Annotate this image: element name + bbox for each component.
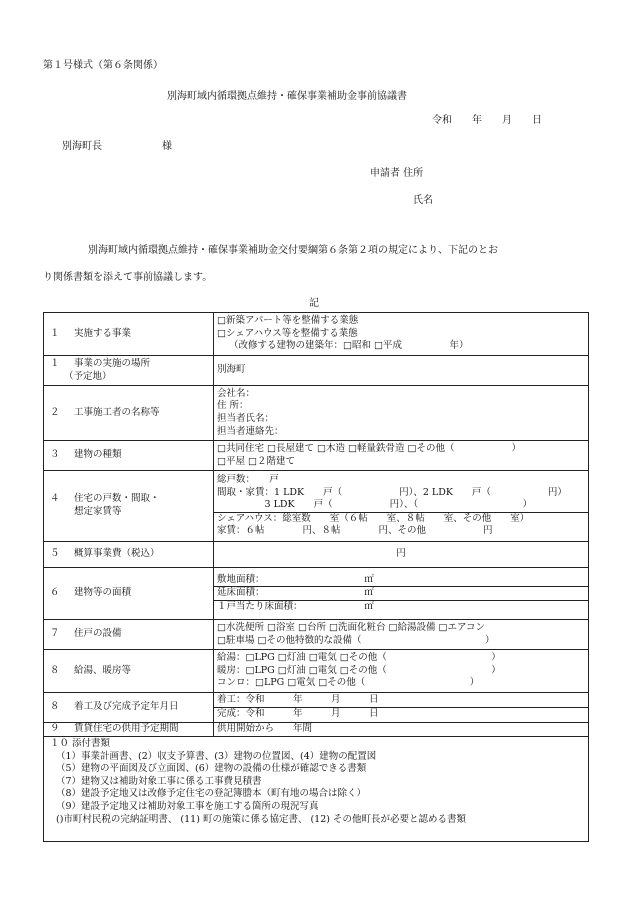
attachment-item: （1）事業計画書、(2）収支予算書、(3）建物の位置図、(4）建物の配置図 [56, 750, 377, 762]
company-name-label: 会社名： [217, 387, 256, 399]
business-option-share: □シェアハウス等を整備する業態 [217, 327, 358, 339]
addressee: 別海町長 様 [62, 141, 172, 152]
row-units [44, 471, 589, 542]
building-floor-options: □平屋 □２階建て [217, 455, 295, 467]
row-building-type [44, 441, 589, 471]
attachment-item: ()市町村民税の完納証明書、 (11) 町の施策に係る協定書、 (12) その他町長が必要と認める書類 [56, 813, 466, 825]
attachment-item: （8）建設予定地又は改修予定住宅の登記簿謄本（町有地の場合は除く） [56, 788, 367, 800]
row-period [44, 723, 589, 737]
hot-water-options: 給湯：□LPG □灯油 □電気 □その他（ ） [217, 652, 501, 664]
row-number: ９ [50, 723, 60, 735]
row-equipment [44, 620, 589, 650]
row-number: ６ [50, 587, 60, 599]
row-label: 着工及び完成予定年月日 [74, 701, 179, 713]
location-value: 別海町 [217, 364, 246, 376]
total-units-line: 総戸数： 戸 [217, 474, 279, 486]
row-label: 工事施工者の名称等 [74, 406, 160, 418]
row-number: １ [50, 327, 60, 339]
row-label-sub: 想定家賃等 [74, 506, 122, 517]
applicant-address-label: 申請者 住所 [370, 168, 424, 179]
floor-area-line: 延床面積： ㎡ [217, 587, 374, 599]
equipment-options-1: □水洗便所 □浴室 □台所 □洗面化粧台 □給湯設備 □エアコン [217, 621, 485, 633]
renovation-year-line: （改修する建物の建築年：□昭和 □平成 年） [229, 340, 469, 352]
row-cost [44, 542, 589, 568]
row-label: 概算事業費（税込） [74, 548, 160, 560]
completion-date-line: 完成：令和 年 月 日 [217, 708, 379, 719]
attachment-item: （9）建設予定地又は補助対象工事を施工する箇所の現況写真 [56, 800, 319, 812]
row-number: ７ [50, 628, 60, 640]
per-unit-area-line: １戸当たり床面積： ㎡ [217, 600, 374, 612]
attachment-item: （5）建物の平面図及び立面図、(6）建物の設備の仕様が確認できる書類 [56, 763, 367, 775]
company-address-label: 住 所： [217, 400, 249, 412]
intro-line-2: り関係書類を添えて事前協議します。 [43, 272, 213, 283]
business-option-new: □新築アパート等を整備する業態 [217, 315, 359, 327]
building-type-options: □共同住宅 □長屋建て □木造 □軽量鉄骨造 □その他（ ） [217, 442, 521, 454]
equipment-options-2: □駐車場 □その他特徴的な設備（ ） [217, 634, 495, 646]
start-date-line: 着工：令和 年 月 日 [217, 694, 379, 706]
form-number: 第１号様式（第６条関係） [43, 60, 163, 71]
row-number: ５ [50, 548, 60, 560]
date-line: 令和 年 月 日 [432, 115, 542, 126]
document-title: 別海町域内循環拠点維持・確保事業補助金事前協議書 [167, 91, 407, 102]
row-label: 住宅の戸数・間取・ [74, 493, 160, 505]
row-label: 賃貸住宅の供用予定期間 [74, 723, 179, 735]
cost-unit: 円 [396, 548, 406, 560]
row-label-sub: （予定地） [64, 370, 112, 382]
ki-heading: 記 [309, 298, 319, 309]
stove-options: コンロ：□LPG □電気 □その他（ ） [217, 677, 480, 689]
row-number: １ [50, 357, 60, 369]
row-number: ８ [50, 664, 60, 676]
row-number: ４ [50, 493, 60, 505]
heating-options: 暖房：□LPG □灯油 □電気 □その他（ ） [217, 664, 501, 676]
sharehouse-rent-line: 家賃：６帖 円、８帖 円、その他 円 [217, 525, 493, 537]
row-schedule [44, 693, 589, 723]
row-area [44, 568, 589, 620]
row-number: ３ [50, 449, 60, 461]
attachments-title: １０ 添付書類 [50, 738, 111, 749]
sharehouse-rooms-line: シェアハウス：総室数 室（６帖 室、８帖 室、その他 室） [217, 512, 530, 524]
row-heating [44, 650, 589, 693]
row-business [44, 313, 589, 356]
layout-rent-line-2: 3 LDK 戸（ 円）、（ ） [217, 499, 533, 511]
row-label: 建物の種類 [74, 449, 122, 461]
row-label: 建物等の面積 [74, 587, 132, 599]
row-location [44, 356, 589, 386]
contact-person-label: 担当者氏名： [217, 413, 275, 424]
layout-rent-line-1: 間取・家賃：1 LDK 戸（ 円）、2 LDK 戸（ 円） [217, 486, 567, 498]
row-label: 事業の実施の場所 [74, 357, 151, 369]
application-table [43, 312, 589, 842]
attachment-item: （7）建物又は補助対象工事に係る工事費見積書 [56, 775, 262, 787]
row-number: ２ [50, 406, 60, 418]
intro-line-1: 別海町域内循環拠点維持・確保事業補助金交付要綱第６条第２項の規定により、下記のとお [88, 245, 498, 256]
row-label: 住戸の設備 [74, 628, 122, 640]
row-label: 実施する事業 [74, 327, 132, 339]
applicant-name-label: 氏名 [413, 195, 433, 206]
period-value: 供用開始から 年間 [217, 723, 313, 735]
row-attachments [44, 737, 589, 842]
row-number: ８ [50, 701, 60, 713]
site-area-line: 敷地面積： ㎡ [217, 573, 374, 585]
row-contractor [44, 386, 589, 441]
row-label: 給湯、暖房等 [74, 664, 132, 676]
contact-info-label: 担当者連絡先： [217, 425, 284, 437]
